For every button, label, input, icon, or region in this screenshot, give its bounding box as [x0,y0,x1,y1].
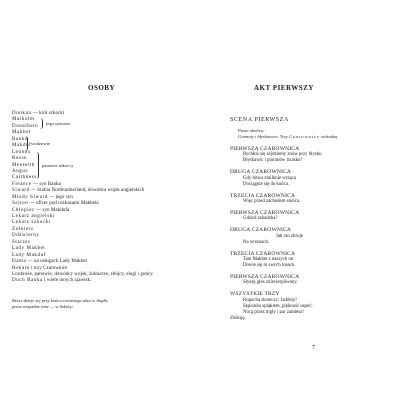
brace-commanders [25,136,28,151]
cast-name: Lekarz angielski [12,214,55,219]
exit-direction: Znikają. [230,315,246,321]
cast-name: Banko [12,136,29,142]
speaker-name: PIERWSZA CZAROWNICA [230,274,300,281]
cast-name: Sejton [12,201,29,207]
cast-name: Fleance [12,181,32,187]
right-page [210,0,420,420]
verse-line: Błyskawic i piorunów trzasku? [243,158,303,164]
cast-description: — syn Banka [31,181,61,187]
cast-name: Makbet [12,130,31,136]
cast-description: — król szkocki [31,111,65,116]
verse-line: Dociągnie się do końca. [243,181,290,187]
verse-line: Jak ran zbroje [276,233,303,239]
cast-description: i trzy Czarownice [29,265,68,271]
stage-text: Grzmoty i błyskawice. Trzy [238,134,289,139]
cast-name: Hekate [12,265,30,271]
cast-list [12,111,207,285]
cast-name: Lekarz szkocki [12,220,51,226]
cast-name: Lady Makduf [12,252,46,258]
cast-name: Dunkan [12,111,32,116]
verse-line: Słyszę głos zniecierpliwony. [243,280,298,286]
verse-line: Tam Makbet z naszych on [243,256,294,262]
setting-note [12,298,204,310]
brace-label-commanders: wodzowie [31,141,50,146]
verse-line: Ropucha skrzeczy: Jadźmy! [243,297,297,303]
verse-line: Dowie się m swych losach. [243,263,296,269]
scene-title: SCENA PIERWSZA [230,117,289,123]
cast-name: Żołnierz [12,226,34,232]
page-number: 7 [312,345,315,351]
cast-name: Donalbein [12,123,39,129]
cast-name: Duch Banka [12,278,43,284]
stage-direction: Pusto okolica. [238,128,265,133]
cast-name: Caithness [12,175,37,181]
cast-name: Malkolm [12,117,35,123]
cast-name: Lady Makbet [12,246,46,252]
speaker-name: PIERWSZA CZAROWNICA [230,146,300,152]
page-heading-act: AKT PIERWSZY [254,84,314,92]
cast-description: — jego syn [47,194,73,200]
setting-note-line: przez wszystkie inne — w Szkocji. [12,304,74,310]
cast-name: Rosse [12,156,27,162]
cast-name: Lennox [12,149,31,155]
brace-label-sons: jego synowie [46,121,71,126]
cast-description: Lordowie, panowie, dowódcy wojsk, żołnierze, zbójcy, sługi i gońcy. [12,271,154,277]
setting-note-line: Rzecz dzieje się przy końcu czwartego aktu w Anglii, [12,298,109,303]
cast-name: Makduf [12,143,32,149]
speaker-name: DRUGA CZAROWNICA [230,227,292,234]
cast-description: — syn Makdufa [34,207,70,213]
page-heading-cast: OSOBY [88,84,116,92]
verse-line: Gdzież szkadzka? [243,216,278,222]
verse-line: Nocą przez mgły i par zamiesz! [243,309,304,315]
cast-name: Młody Siward [12,194,48,200]
stage-text: wchodzą. [319,134,339,139]
stage-text-spaced: Czarownice [288,134,320,139]
cast-description: — hrabia Northumberland, dowódca wojsk angielskich [29,188,145,194]
cast-name: Menteith [12,162,35,168]
brace-sons [40,118,43,129]
speaker-name: TRZECIA CZAROWNICA [230,250,296,257]
speaker-name: WSZYSTKIE TRZY [230,291,280,298]
brace-lords [36,152,39,179]
verse-line: Rychłoż się zejdziemy znów przy błysku [243,152,322,158]
stage-direction [230,134,415,140]
cast-name: Odźwierny [12,233,40,239]
scene-block [230,117,415,322]
cast-name: Siward [12,188,30,194]
speaker-name: DRUGA CZAROWNICA [230,169,292,176]
brace-label-lords: panowie szkoccy [42,163,74,168]
verse-line: Więc przed zachodem słońca. [243,198,301,204]
speaker-name: TRZECIA CZAROWNICA [230,192,296,199]
cast-name: Angus [12,168,29,174]
verse-line: Sępionko spiąkiem, piękność ospeć; [243,303,313,309]
cast-description: — oficer pod rozkazami Makbeta [28,201,99,207]
cast-name: Chłopiec [12,207,35,213]
cast-name: Starzec [12,239,31,245]
cast-name: Dama [12,259,27,265]
verse-line: Na wrzosach. [243,239,270,245]
verse-line: Gdy bitwa zmilknie wrząca [243,175,296,181]
speaker-name: PIERWSZA CZAROWNICA [230,210,300,217]
cast-description: — na usługach Lady Makbet [26,259,87,265]
cast-entry [12,278,207,284]
cast-description: i wiele innych zjawisk. [42,278,92,284]
